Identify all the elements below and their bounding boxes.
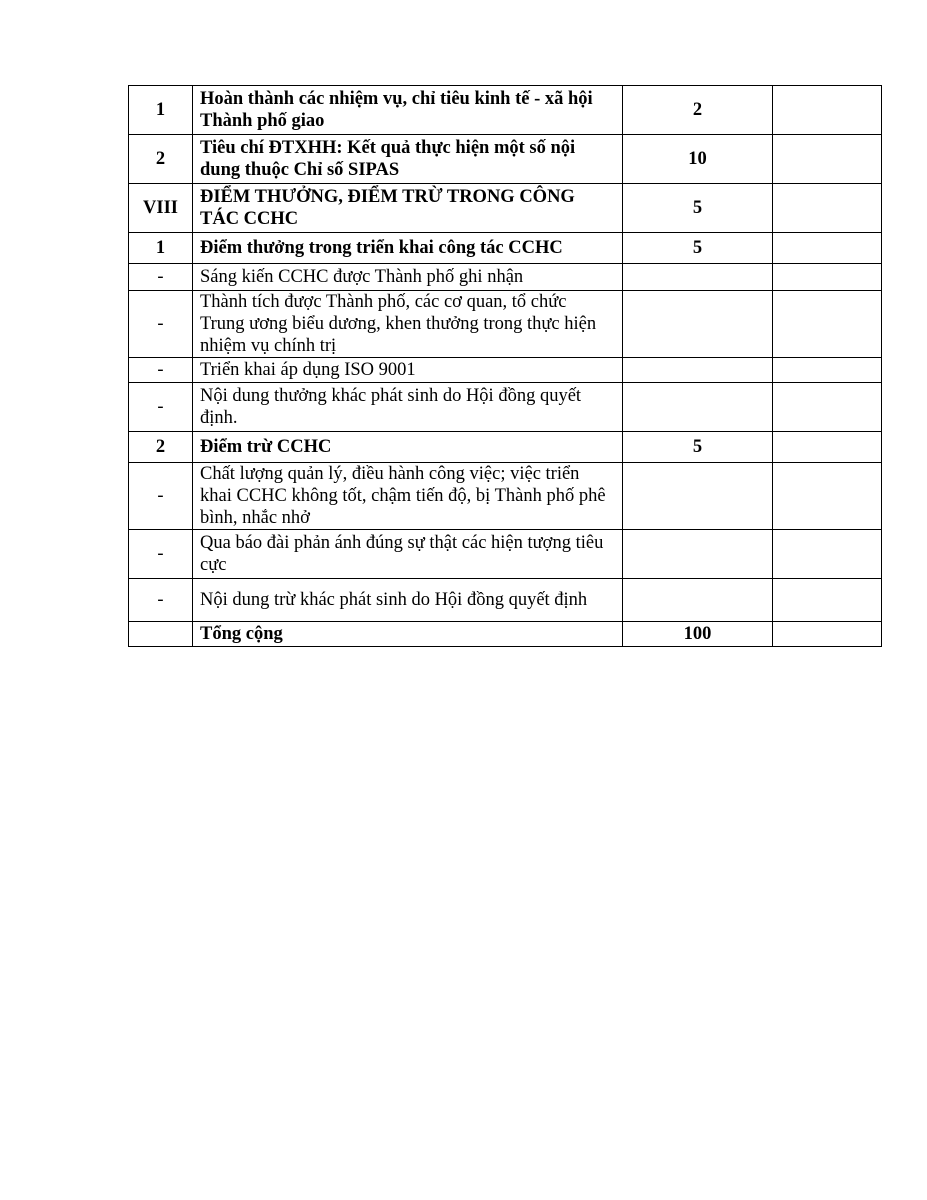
- row-note: [773, 622, 882, 647]
- row-content: Điểm trừ CCHC: [193, 432, 623, 463]
- row-note: [773, 135, 882, 184]
- total-score: 100: [623, 622, 773, 647]
- row-max-score: 10: [623, 135, 773, 184]
- row-note: [773, 432, 882, 463]
- row-number: 1: [129, 233, 193, 264]
- section-number: VIII: [129, 184, 193, 233]
- row-max-score: [623, 358, 773, 383]
- row-bullet: -: [129, 530, 193, 579]
- row-content: Chất lượng quản lý, điều hành công việc; việc triển khai CCHC không tốt, chậm tiến độ, bị Thành phố phê bình, nhắc nhở: [193, 463, 623, 530]
- row-max-score: [623, 579, 773, 622]
- row-max-score: [623, 291, 773, 358]
- row-note: [773, 383, 882, 432]
- row-bullet: -: [129, 463, 193, 530]
- table-row: [129, 432, 882, 463]
- row-note: [773, 184, 882, 233]
- row-content: Tiêu chí ĐTXHH: Kết quả thực hiện một số nội dung thuộc Chỉ số SIPAS: [193, 135, 623, 184]
- row-max-score: 5: [623, 184, 773, 233]
- row-number: 2: [129, 135, 193, 184]
- table-row: [129, 291, 882, 358]
- row-number: 2: [129, 432, 193, 463]
- table-row: [129, 233, 882, 264]
- row-note: [773, 358, 882, 383]
- row-note: [773, 291, 882, 358]
- row-bullet: -: [129, 264, 193, 291]
- row-content: Thành tích được Thành phố, các cơ quan, tổ chức Trung ương biểu dương, khen thưởng trong thực hiện nhiệm vụ chính trị: [193, 291, 623, 358]
- row-note: [773, 530, 882, 579]
- table-row: [129, 530, 882, 579]
- row-note: [773, 86, 882, 135]
- row-note: [773, 233, 882, 264]
- table-row: [129, 358, 882, 383]
- row-content: Triển khai áp dụng ISO 9001: [193, 358, 623, 383]
- row-content: Sáng kiến CCHC được Thành phố ghi nhận: [193, 264, 623, 291]
- row-content: Điểm thưởng trong triển khai công tác CCHC: [193, 233, 623, 264]
- section-title: ĐIỂM THƯỞNG, ĐIỂM TRỪ TRONG CÔNG TÁC CCHC: [193, 184, 623, 233]
- row-bullet: -: [129, 291, 193, 358]
- row-max-score: [623, 463, 773, 530]
- row-max-score: 5: [623, 233, 773, 264]
- row-number: [129, 622, 193, 647]
- row-max-score: [623, 530, 773, 579]
- table-row-total: [129, 622, 882, 647]
- table-row: [129, 463, 882, 530]
- row-content: Nội dung thưởng khác phát sinh do Hội đồng quyết định.: [193, 383, 623, 432]
- table-row: [129, 579, 882, 622]
- row-number: 1: [129, 86, 193, 135]
- row-max-score: [623, 383, 773, 432]
- row-content: Hoàn thành các nhiệm vụ, chỉ tiêu kinh tế - xã hội Thành phố giao: [193, 86, 623, 135]
- table-row: [129, 135, 882, 184]
- table-row: [129, 264, 882, 291]
- row-max-score: [623, 264, 773, 291]
- row-bullet: -: [129, 579, 193, 622]
- table-row: [129, 383, 882, 432]
- row-content: Nội dung trừ khác phát sinh do Hội đồng quyết định: [193, 579, 623, 622]
- row-max-score: 5: [623, 432, 773, 463]
- table-row: [129, 86, 882, 135]
- row-note: [773, 579, 882, 622]
- row-note: [773, 264, 882, 291]
- scoring-table: [128, 85, 882, 647]
- row-bullet: -: [129, 383, 193, 432]
- row-note: [773, 463, 882, 530]
- table-row-section-header: [129, 184, 882, 233]
- row-bullet: -: [129, 358, 193, 383]
- total-label: Tổng cộng: [193, 622, 623, 647]
- row-content: Qua báo đài phản ánh đúng sự thật các hiện tượng tiêu cực: [193, 530, 623, 579]
- row-max-score: 2: [623, 86, 773, 135]
